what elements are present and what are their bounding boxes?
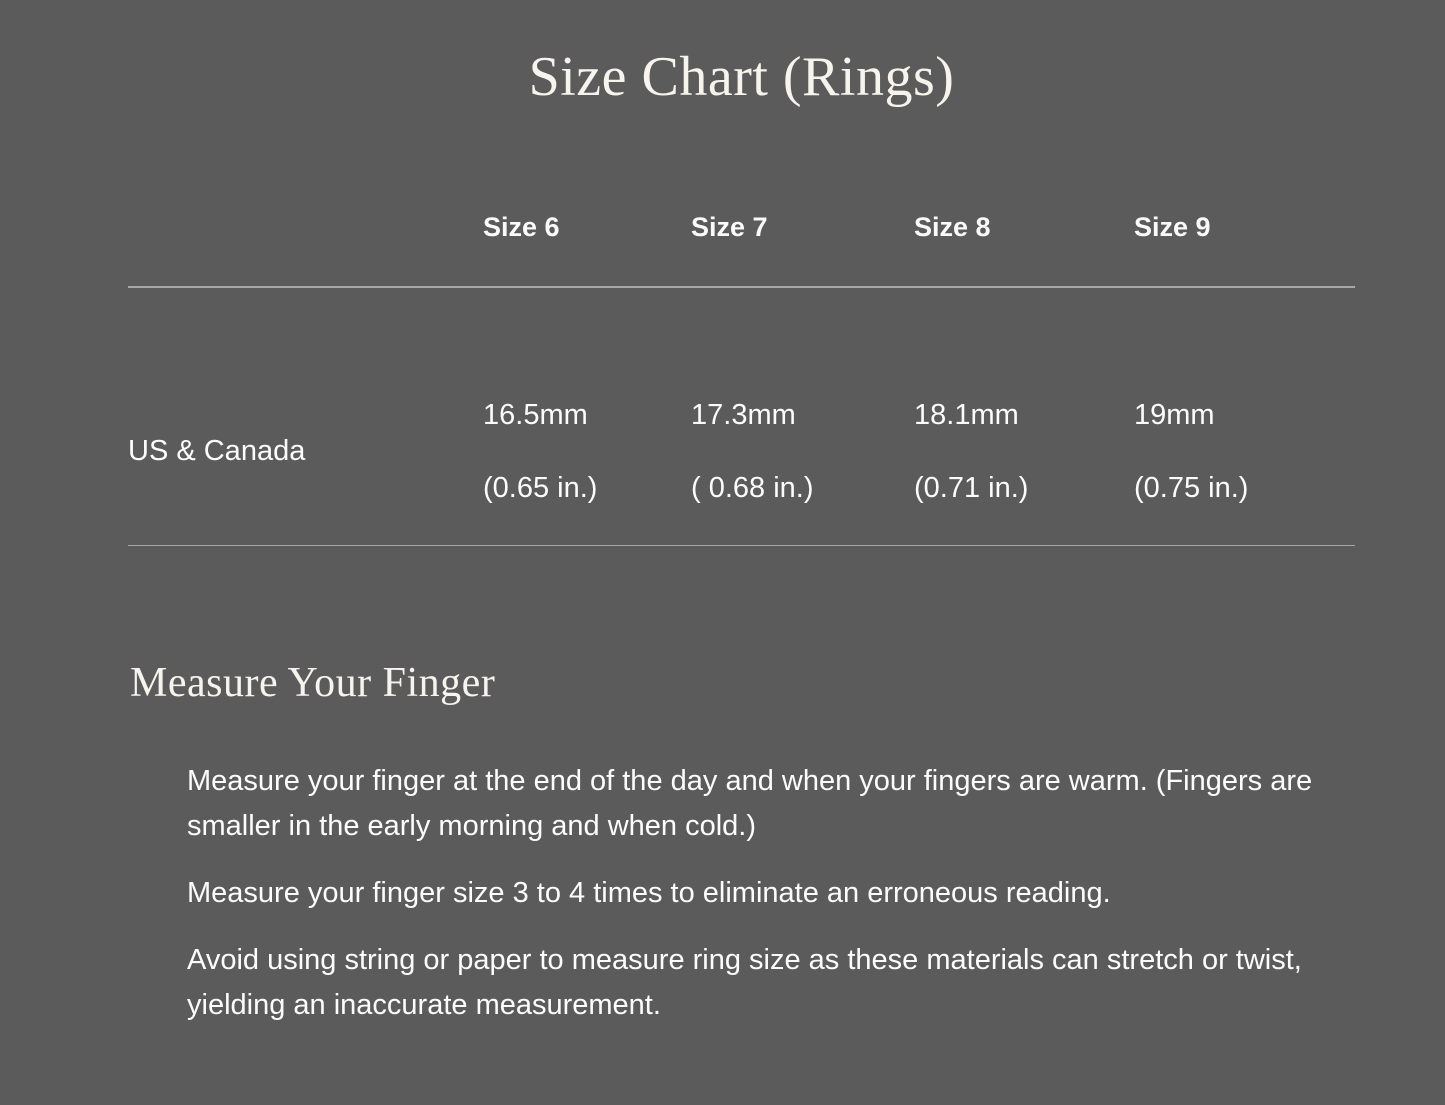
size-8-inch-value: (0.71 in.) — [914, 471, 1029, 504]
tip-avoid-string-paper: Avoid using string or paper to measure ring size as these materials can stretch or twist, yielding an inaccurate measurement. — [187, 943, 1302, 1021]
column-header-size-7: Size 7 — [691, 212, 768, 243]
tip-warm-fingers: Measure your finger at the end of the day and when your fingers are warm. (Fingers are smaller in the early morning and when cold.) — [187, 764, 1313, 842]
table-row — [128, 288, 1355, 545]
row-label-text: US & Canada — [128, 435, 306, 468]
size-7-cell — [691, 400, 914, 503]
column-header-size-8: Size 8 — [914, 212, 991, 243]
size-7-mm-value: 17.3mm — [691, 398, 796, 431]
column-header-size-6: Size 6 — [483, 212, 560, 243]
tip-measure-multiple-times: Measure your finger size 3 to 4 times to eliminate an erroneous reading. — [187, 876, 1111, 909]
size-9-inch-value: (0.75 in.) — [1134, 471, 1249, 504]
measure-finger-heading: Measure Your Finger — [130, 660, 496, 707]
measuring-tips — [187, 759, 1352, 1028]
ring-size-table — [128, 211, 1355, 546]
size-9-mm-value: 19mm — [1134, 398, 1215, 431]
table-header-spacer — [128, 211, 483, 244]
column-header-size-9: Size 9 — [1134, 212, 1211, 243]
table-header-row — [128, 211, 1355, 286]
size-7-inch-value: ( 0.68 in.) — [691, 471, 814, 504]
size-8-cell — [914, 400, 1134, 503]
size-9-cell — [1134, 400, 1355, 503]
size-6-cell — [483, 400, 691, 503]
size-8-mm-value: 18.1mm — [914, 398, 1019, 431]
size-6-mm-value: 16.5mm — [483, 398, 588, 431]
size-6-inch-value: (0.65 in.) — [483, 471, 598, 504]
row-label — [128, 400, 483, 503]
table-bottom-divider — [128, 545, 1355, 547]
page-title: Size Chart (Rings) — [528, 46, 955, 108]
